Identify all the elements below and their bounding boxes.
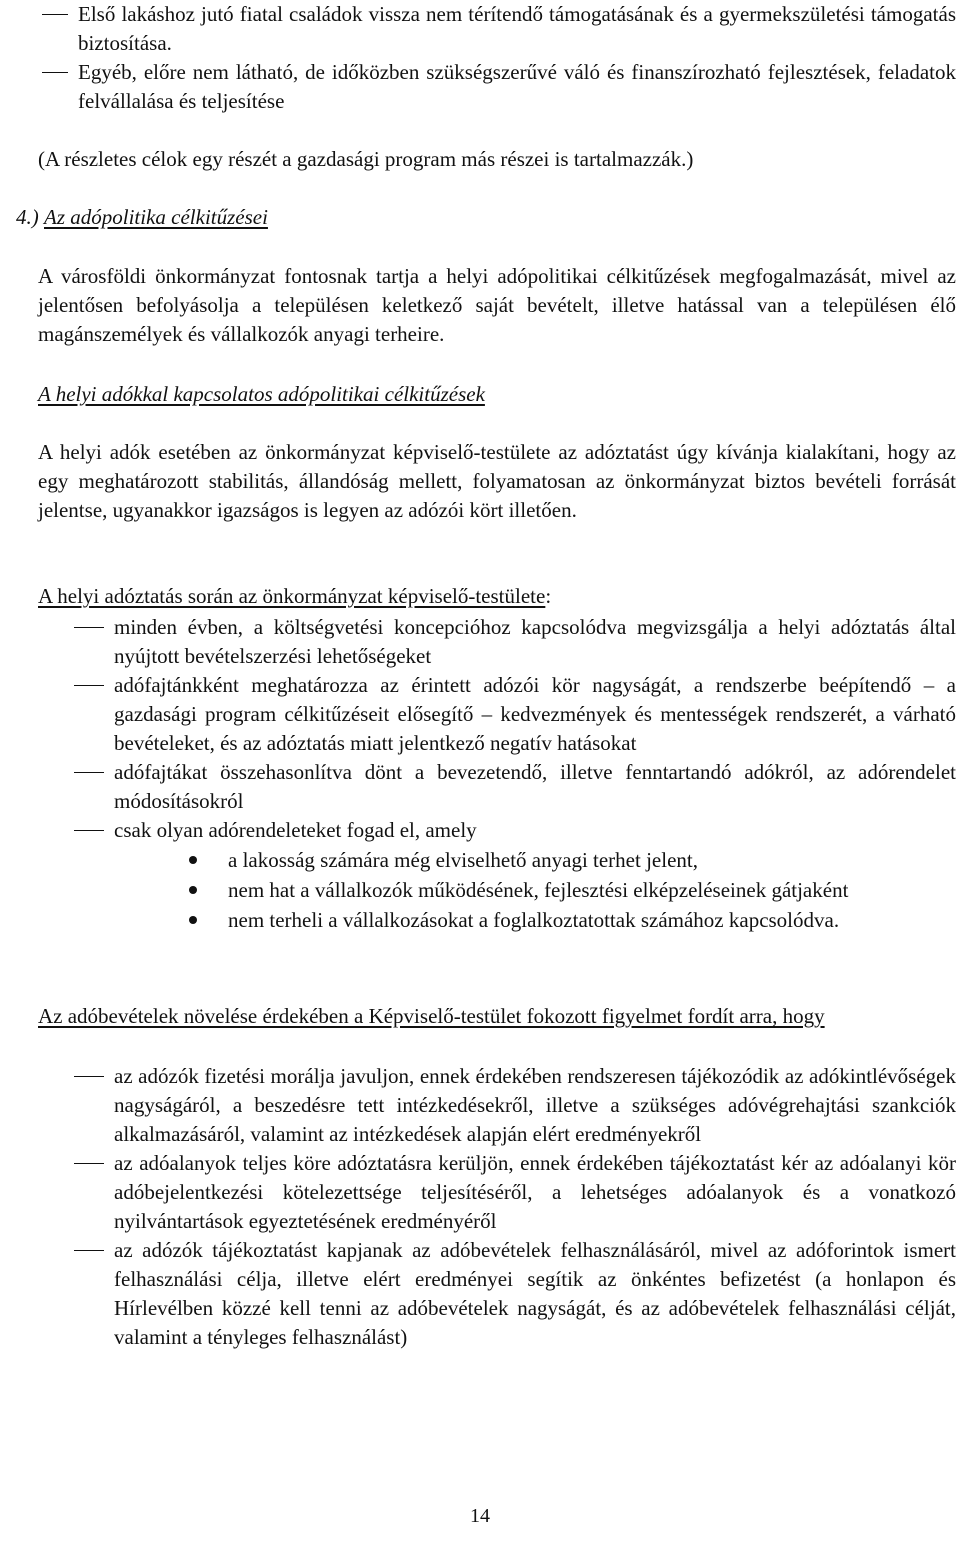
intro-list [38,0,956,116]
section-heading [16,203,956,232]
list-item: csak olyan adórendeleteket fogad el, amely [38,816,956,845]
list-item: az adózók tájékoztatást kapjanak az adóbevételek felhasználásáról, mivel az adóforintok ismert felhasználási célja, illetve elért eredményei segítik az önkéntes befizetést (a honlapon és Hírlevélben közzé kell tenni az adóbevételek nagyságát, és az adóbevételek felhasználási célját, valamint a tényleges felhasználást) [38,1236,956,1352]
page-number: 14 [470,1505,490,1527]
list-item: Egyéb, előre nem látható, de időközben szükségszerűvé váló és finanszírozható fejlesztések, feladatok felvállalása és teljesítése [38,58,956,116]
duty-list [38,613,956,935]
list-lead-2: Az adóbevételek növelése érdekében a Képviselő-testület fokozott figyelmet fordít arra, hogy [38,1004,825,1028]
list-item: adófajtákat összehasonlítva dönt a bevezetendő, illetve fenntartandó adókról, az adórendelet módosításokról [38,758,956,816]
list-item: Első lakáshoz jutó fiatal családok vissza nem térítendő támogatásának és a gyermekszületési támogatás biztosítása. [38,0,956,58]
section-number: 4.) [16,205,39,229]
list-lead-text: A helyi adóztatás során az önkormányzat képviselő-testülete [38,584,546,608]
list-item: adófajtánkként meghatározza az érintett adózói kör nagyságát, a rendszerbe beépítendő – a gazdasági program célkitűzéseit elősegítő – kedvezmények és mentességek rendszerét, a várható bevételeket, és az adóztatás miatt jelentkező negatív hatásokat [38,671,956,758]
bullet-item: a lakosság számára még elviselhető anyagi terhet jelent, [38,845,956,875]
intro-paragraph: A városföldi önkormányzat fontosnak tartja a helyi adópolitikai célkitűzések megfogalmazását, mivel az jelentősen befolyásolja a településen keletkező saját bevételt, illetve hatással van a településen élő magánszemélyek és vállalkozók anyagi terheire. [38,264,956,346]
list-item: az adózók fizetési morálja javuljon, ennek érdekében rendszeresen tájékozódik az adókintlévőségek nagyságáról, a beszedésre tett intézkedésekről, illetve a szükséges adóvégrehajtási szankciók alkalmazásáról, valamint az intézkedések alapján elért eredményekről [38,1062,956,1149]
list-lead [38,582,956,611]
list-item: az adóalanyok teljes köre adóztatásra kerüljön, ennek érdekében tájékoztatást kér az adóalanyi kör adóbejelentkezési kötelezettsége teljesítéséről, a lehetséges adóalanyok és a vonatkozó nyilvántartások egyeztetésének eredményéről [38,1149,956,1236]
bullet-item: nem hat a vállalkozók működésének, fejlesztési elképzeléseinek gátjaként [38,875,956,905]
list-lead-colon: : [545,584,552,608]
list-item: minden évben, a költségvetési koncepcióhoz kapcsolódva megvizsgálja a helyi adóztatás által nyújtott bevételszerzési lehetőségeket [38,613,956,671]
note-text: (A részletes célok egy részét a gazdasági program más részei is tartalmazzák.) [38,147,694,171]
bullet-item: nem terheli a vállalkozásokat a foglalkoztatottak számához kapcsolódva. [38,905,956,935]
body-paragraph: A helyi adók esetében az önkormányzat képviselő-testülete az adóztatást úgy kívánja kialakítani, hogy az egy meghatározott stabilitás, állandóság mellett, folyamatosan az önkormányzat biztos bevételi forrását jelentse, ugyanakkor igazságos is legyen az adózói kört illetően. [38,440,956,522]
subheading: A helyi adókkal kapcsolatos adópolitikai célkitűzések [38,382,485,406]
section-title: Az adópolitika célkitűzései [44,205,268,229]
revenue-list [38,1062,956,1352]
